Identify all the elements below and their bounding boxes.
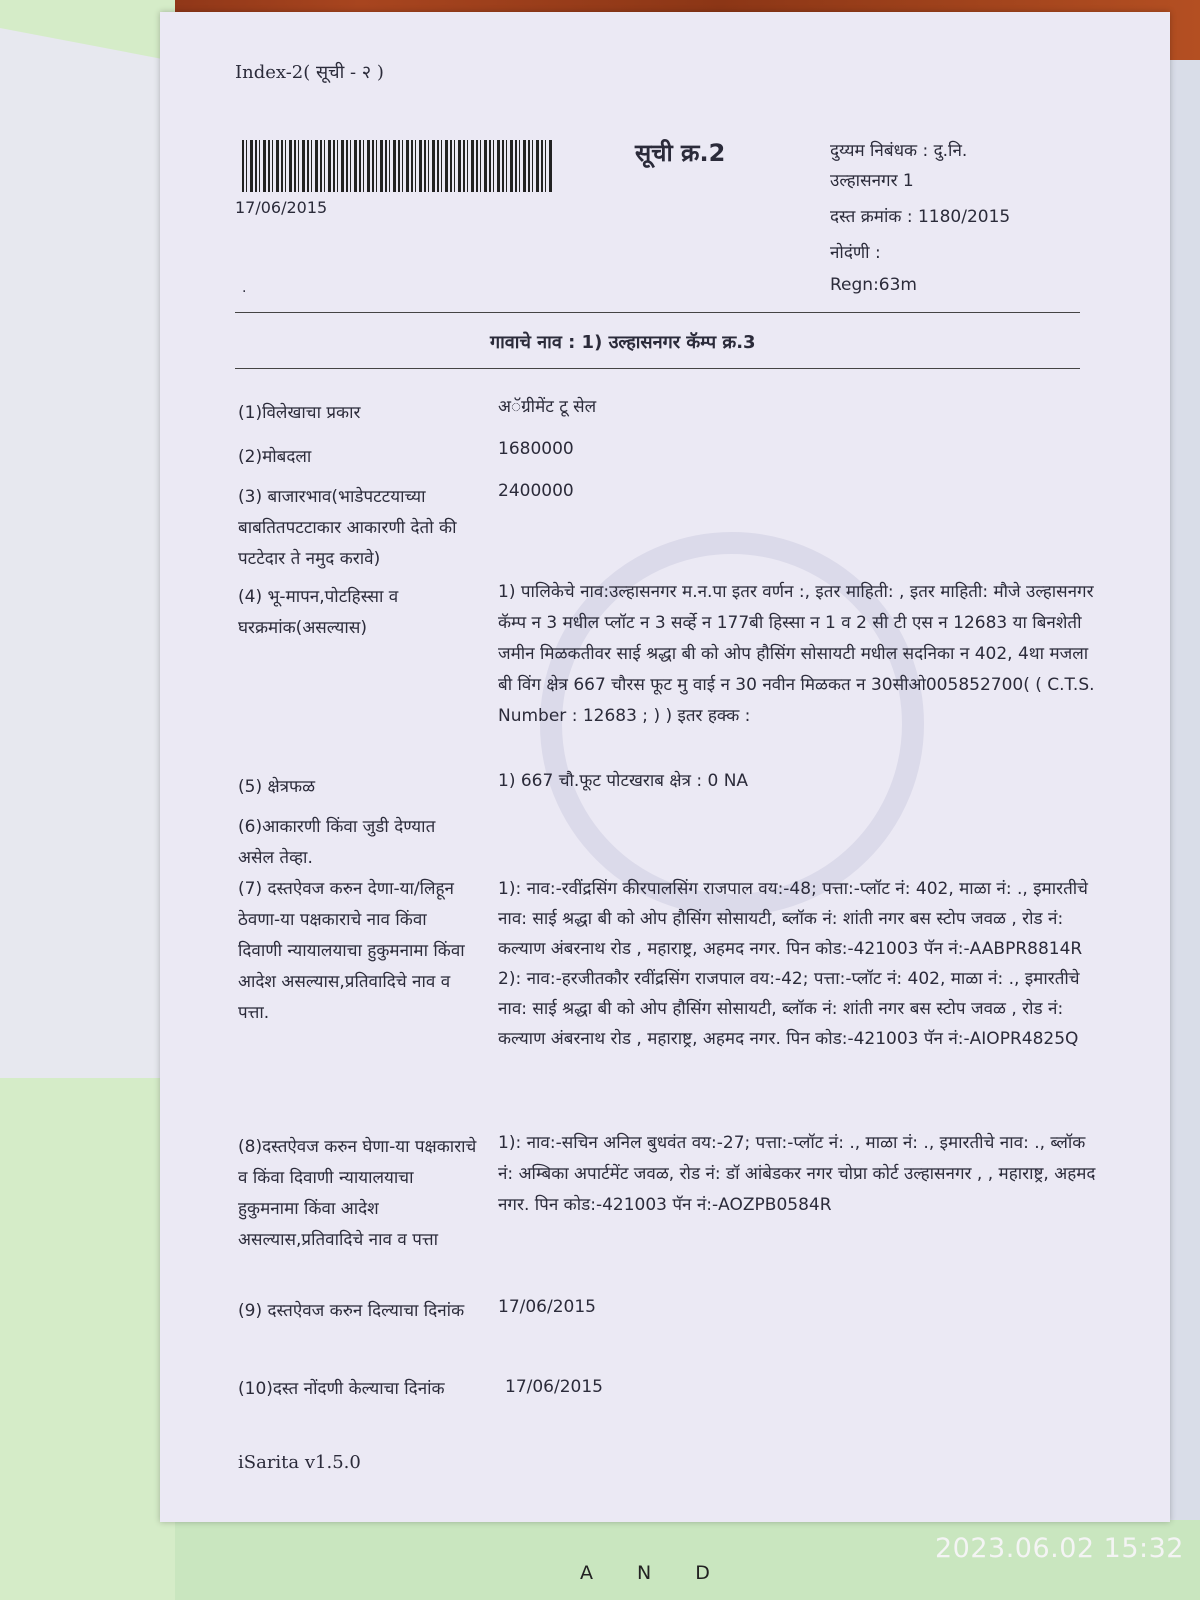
- registration-label: नोदंणी :: [830, 243, 881, 263]
- row-value-5: 1) 667 चौ.फूट पोटखराब क्षेत्र : 0 NA: [498, 771, 749, 791]
- document-number: दस्त क्रमांक : 1180/2015: [830, 207, 1011, 227]
- divider-top: [235, 312, 1080, 313]
- sub-registrar-label: दुय्यम निबंधक : दु.नि.: [830, 141, 968, 161]
- registrar-block: [830, 136, 1010, 300]
- index-title: Index-2( सूची - २ ): [235, 62, 384, 83]
- row-label-9: (9) दस्तऐवज करुन दिल्याचा दिनांक: [238, 1301, 465, 1321]
- bottom-letters: AND: [580, 1562, 754, 1584]
- row-label-4: (4) भू-मापन,पोटहिस्सा व घरक्रमांक(असल्यास): [238, 587, 399, 638]
- row-value-7: 1): नाव:-रवींद्रसिंग कीरपालसिंग राजपाल वय:-48; पत्ता:-प्लॉट नं: 402, माळा नं: ., इमारतीचे नाव: साई श्रद्धा बी को ओप हौसिंग सोसायटी, ब्लॉक नं: शांती नगर बस स्टोप जवळ , रोड नं: कल्याण अंबरनाथ रोड , महाराष्ट्र, अहमद नगर. पिन कोड:-421003 पॅन नं:-AABPR8814R 2): नाव:-हरजीतकौर रवींद्रसिंग राजपाल वय:-42; पत्ता:-प्लॉट नं: 402, माळा नं: ., इमारतीचे नाव: साई श्रद्धा बी को ओप हौसिंग सोसायटी, ब्लॉक नं: शांती नगर बस स्टोप जवळ , रोड नं: कल्याण अंबरनाथ रोड , महाराष्ट्र, अहमद नगर. पिन कोड:-421003 पॅन नं:-AIOPR4825Q: [498, 879, 1088, 1049]
- row-label-3: (3) बाजारभाव(भाडेपटटयाच्या बाबतितपटटाकार आकारणी देतो की पटटेदार ते नमुद करावे): [238, 487, 457, 569]
- row-label-10: (10)दस्त नोंदणी केल्याचा दिनांक: [238, 1379, 445, 1399]
- row-value-3: 2400000: [498, 481, 574, 501]
- row-label-2: (2)मोबदला: [238, 447, 312, 467]
- row-value-10: 17/06/2015: [505, 1377, 603, 1397]
- photo-timestamp: 2023.06.02 15:32: [935, 1533, 1184, 1564]
- software-version: iSarita v1.5.0: [238, 1452, 361, 1473]
- sub-registrar-place: उल्हासनगर 1: [830, 171, 914, 191]
- underlying-paper-sheet: [0, 28, 165, 1078]
- header-date: 17/06/2015: [235, 198, 328, 217]
- row-label-1: (1)विलेखाचा प्रकार: [238, 403, 361, 423]
- row-value-2: 1680000: [498, 439, 574, 459]
- registration-number: Regn:63m: [830, 275, 917, 295]
- barcode: [242, 140, 552, 192]
- document-page: [160, 12, 1170, 1522]
- row-value-8: 1): नाव:-सचिन अनिल बुधवंत वय:-27; पत्ता:-प्लॉट नं: ., माळा नं: ., इमारतीचे नाव: ., ब्लॉक नं: अम्बिका अपार्टमेंट जवळ, रोड नं: डॉ आंबेडकर नगर चोप्रा कोर्ट उल्हासनगर , , महाराष्ट्र, अहमद नगर. पिन कोड:-421003 पॅन नं:-AOZPB0584R: [498, 1133, 1096, 1215]
- row-label-6: (6)आकारणी किंवा जुडी देण्यात असेल तेव्हा.: [238, 817, 436, 868]
- row-label-8: (8)दस्तऐवज करुन घेणा-या पक्षकाराचे व किंवा दिवाणी न्यायालयाचा हुकुमनामा किंवा आदेश असल्यास,प्रतिवादिचे नाव व पत्ता: [238, 1137, 477, 1250]
- row-label-5: (5) क्षेत्रफळ: [238, 777, 316, 797]
- row-value-9: 17/06/2015: [498, 1297, 596, 1317]
- dot-mark: .: [242, 280, 247, 296]
- village-name: गावाचे नाव : 1) उल्हासनगर कॅम्प क्र.3: [490, 332, 756, 353]
- list-number: सूची क्र.2: [635, 139, 726, 167]
- row-label-7: (7) दस्तऐवज करुन देणा-या/लिहून ठेवणा-या पक्षकाराचे नाव किंवा दिवाणी न्यायालयाचा हुकुमनामा किंवा आदेश असल्यास,प्रतिवादिचे नाव व पत्ता.: [238, 879, 465, 1023]
- row-value-4: 1) पालिकेचे नाव:उल्हासनगर म.न.पा इतर वर्णन :, इतर माहिती: , इतर माहिती: मौजे उल्हासनगर कॅम्प न 3 मधील प्लॉट न 3 सर्व्हे न 177बी हिस्सा न 1 व 2 सी टी एस न 12683 या बिनशेती जमीन मिळकतीवर साई श्रद्धा बी को ओप हौसिंग सोसायटी मधील सदनिका न 402, 4था मजला बी विंग क्षेत्र 667 चौरस फूट मु वाई न 30 नवीन मिळकत न 30सीओ005852700( ( C.T.S. Number : 12683 ; ) ) इतर हक्क :: [498, 582, 1095, 726]
- row-value-1: अॅग्रीमेंट टू सेल: [498, 397, 597, 417]
- divider-bottom: [235, 368, 1080, 369]
